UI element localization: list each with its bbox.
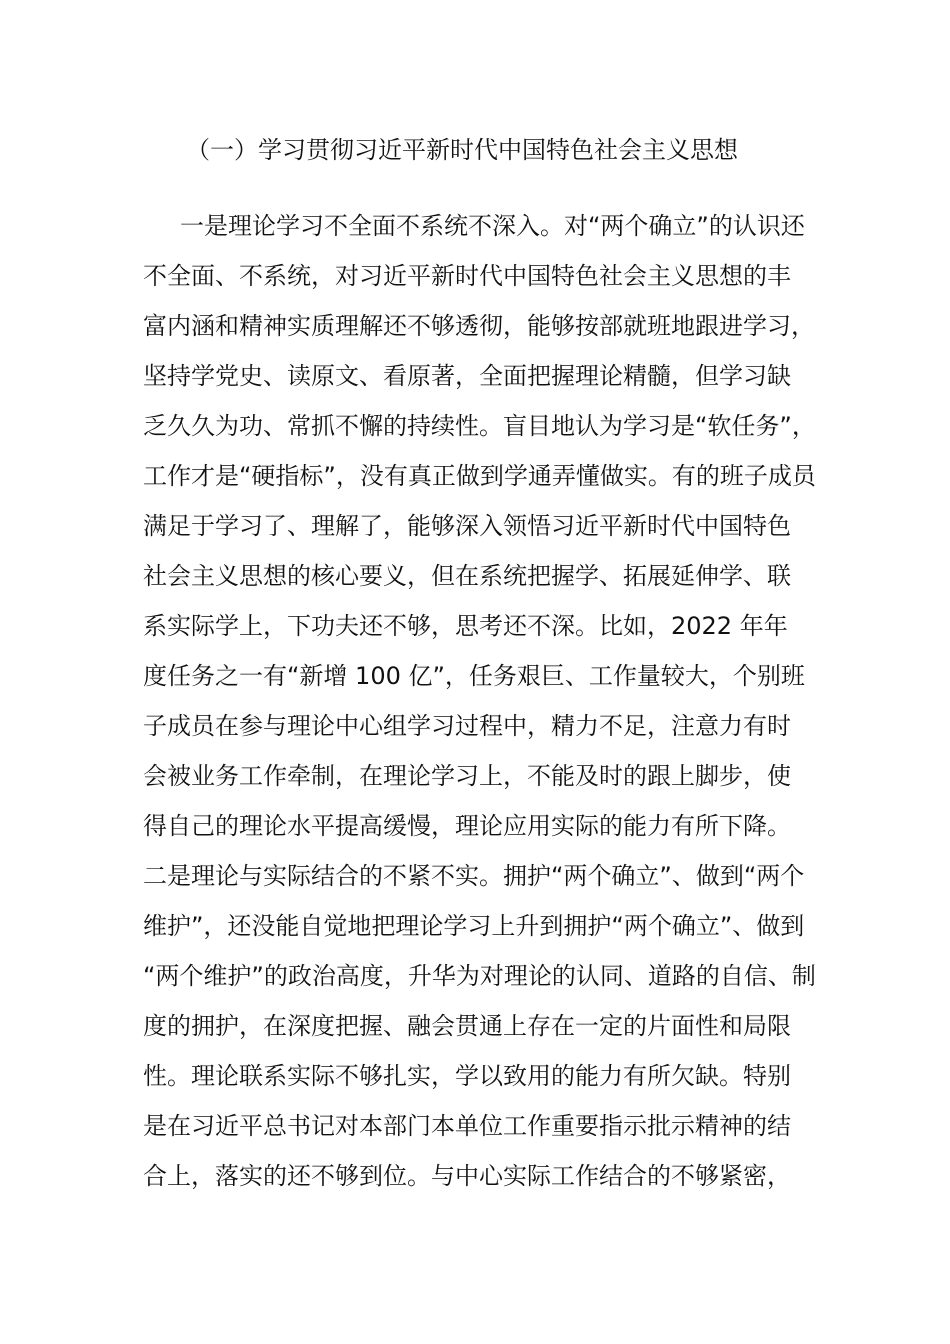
- text-line: 一是理论学习不全面不系统不深入。对“两个确立”的认识还: [180, 212, 805, 240]
- section-heading: （一）学习贯彻习近平新时代中国特色社会主义思想: [186, 136, 738, 164]
- text-line: 满足于学习了、理解了，能够深入领悟习近平新时代中国特色: [143, 512, 791, 540]
- text-line: 维护”，还没能自觉地把理论学习上升到拥护“两个确立”、做到: [143, 912, 805, 940]
- text-line: 社会主义思想的核心要义，但在系统把握学、拓展延伸学、联: [143, 562, 791, 590]
- text-line: 会被业务工作牵制，在理论学习上，不能及时的跟上脚步，使: [143, 762, 791, 790]
- text-line: 二是理论与实际结合的不紧不实。拥护“两个确立”、做到“两个: [143, 862, 805, 890]
- text-line: 工作才是“硬指标”，没有真正做到学通弄懂做实。有的班子成员: [143, 462, 816, 490]
- text-line: 是在习近平总书记对本部门本单位工作重要指示批示精神的结: [143, 1112, 791, 1140]
- text-line: 得自己的理论水平提高缓慢，理论应用实际的能力有所下降。: [143, 812, 791, 840]
- text-line: 合上，落实的还不够到位。与中心实际工作结合的不够紧密，: [143, 1162, 791, 1190]
- text-line: 乏久久为功、常抓不懈的持续性。盲目地认为学习是“软任务”，: [143, 412, 816, 440]
- body-text: [143, 201, 823, 1201]
- text-line: 度任务之一有“新增 100 亿”，任务艰巨、工作量较大，个别班: [143, 662, 805, 690]
- text-line: 坚持学党史、读原文、看原著，全面把握理论精髓，但学习缺: [143, 362, 791, 390]
- text-line: 度的拥护，在深度把握、融会贯通上存在一定的片面性和局限: [143, 1012, 791, 1040]
- text-line: 富内涵和精神实质理解还不够透彻，能够按部就班地跟进学习，: [143, 312, 815, 340]
- text-line: 系实际学上，下功夫还不够，思考还不深。比如，2022 年年: [143, 612, 788, 640]
- text-line: 不全面、不系统，对习近平新时代中国特色社会主义思想的丰: [143, 262, 791, 290]
- text-line: “两个维护”的政治高度，升华为对理论的认同、道路的自信、制: [143, 962, 816, 990]
- text-line: 子成员在参与理论中心组学习过程中，精力不足，注意力有时: [143, 712, 791, 740]
- text-line: 性。理论联系实际不够扎实，学以致用的能力有所欠缺。特别: [143, 1062, 791, 1090]
